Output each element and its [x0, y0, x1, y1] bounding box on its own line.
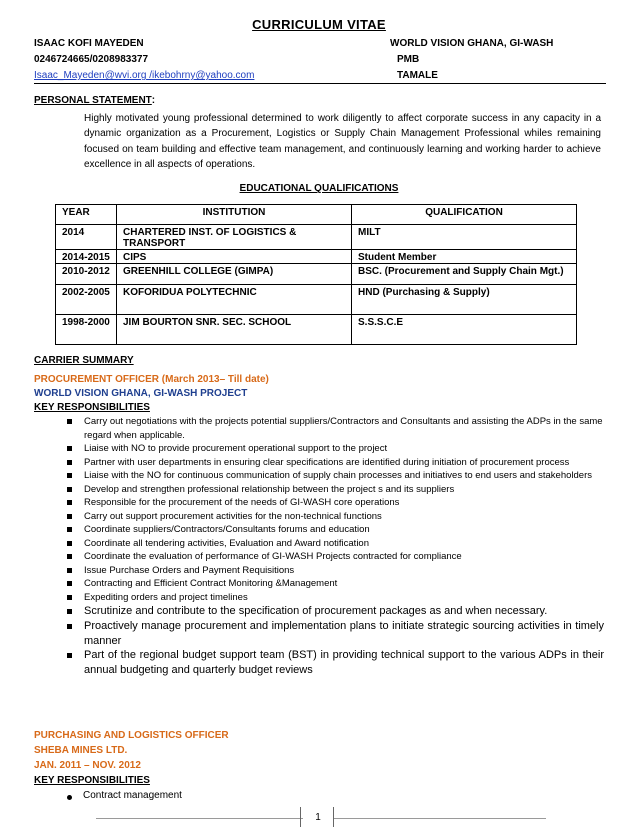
square-bullet-icon — [67, 554, 72, 559]
column-header-institution: INSTITUTION — [117, 205, 352, 225]
list-item-text: Coordinate suppliers/Contractors/Consultants forums and education — [84, 524, 370, 535]
phone-number: 0246724665/0208983377 — [34, 54, 149, 65]
page-number-bracket-right — [333, 807, 334, 827]
candidate-name: ISAAC KOFI MAYEDEN — [34, 38, 144, 49]
list-item-text: Develop and strengthen professional relationship between the project s and its suppliers — [84, 483, 455, 495]
list-item — [64, 564, 604, 578]
list-item — [64, 577, 604, 591]
list-item-text: Proactively manage procurement and implementation plans to initiate strategic sourcing activities in timely manner — [84, 619, 604, 647]
job2-title: PURCHASING AND LOGISTICS OFFICER — [34, 730, 229, 741]
document-title: CURRICULUM VITAE — [252, 17, 386, 32]
column-header-year: YEAR — [56, 205, 117, 225]
list-item-text: Coordinate all tendering activities, Evaluation and Award notification — [84, 537, 369, 549]
square-bullet-icon — [67, 653, 72, 658]
city: TAMALE — [397, 70, 438, 81]
list-item — [64, 496, 604, 510]
list-item — [64, 523, 604, 537]
square-bullet-icon — [67, 568, 72, 573]
cell-institution: KOFORIDUA POLYTECHNIC — [117, 285, 352, 315]
job2-responsibilities-heading: KEY RESPONSIBILITIES — [34, 775, 150, 786]
cell-institution: CIPS — [117, 250, 352, 264]
list-item — [64, 537, 604, 551]
career-summary-heading: CARRIER SUMMARY — [34, 355, 134, 366]
page-number: 1 — [303, 812, 333, 823]
cell-institution: CHARTERED INST. OF LOGISTICS & TRANSPORT — [117, 225, 352, 250]
contact-block-left — [34, 36, 254, 84]
list-item — [64, 510, 604, 524]
table-row — [56, 285, 577, 315]
cell-year: 2014-2015 — [56, 250, 117, 264]
heading-colon: : — [151, 95, 156, 106]
postal-box: PMB — [397, 54, 420, 65]
email-link-personal[interactable]: ikebohrny@yahoo.com — [152, 70, 255, 81]
job2-dates: JAN. 2011 – NOV. 2012 — [34, 760, 141, 771]
list-item — [64, 483, 604, 497]
list-item — [64, 591, 604, 605]
square-bullet-icon — [67, 527, 72, 532]
column-header-qualification: QUALIFICATION — [352, 205, 577, 225]
list-item — [64, 456, 604, 470]
email-line — [34, 68, 254, 84]
table-row — [56, 250, 577, 264]
square-bullet-icon — [67, 487, 72, 492]
job1-responsibilities-list — [64, 415, 604, 678]
list-item-text: Responsible for the procurement of the needs of GI-WASH core operations — [84, 497, 400, 508]
square-bullet-icon — [67, 473, 72, 478]
cell-qualification: MILT — [352, 225, 577, 250]
list-item-text: Liaise with the NO for continuous communication of supply chain processes and initiatives to end users and stakeholders — [84, 470, 592, 481]
email-separator: / — [146, 70, 152, 81]
cell-year: 2010-2012 — [56, 264, 117, 285]
cell-institution: JIM BOURTON SNR. SEC. SCHOOL — [117, 315, 352, 345]
table-row — [56, 315, 577, 345]
list-item — [64, 648, 604, 678]
square-bullet-icon — [67, 514, 72, 519]
job1-title: PROCUREMENT OFFICER (March 2013– Till date) — [34, 374, 269, 385]
list-item — [64, 550, 604, 564]
list-item-text: Contracting and Efficient Contract Monitoring &Management — [84, 578, 338, 589]
job2-responsibility-item: Contract management — [83, 790, 182, 801]
square-bullet-icon — [67, 581, 72, 586]
personal-statement-heading — [34, 95, 155, 106]
page-number-bracket-left — [300, 807, 301, 827]
square-bullet-icon — [67, 624, 72, 629]
table-row — [56, 264, 577, 285]
list-item-text: Part of the regional budget support team (BST) in providing technical support to the various ADPs in their annual budgeting and quarterly budget reviews — [84, 649, 604, 677]
cell-institution: GREENHILL COLLEGE (GIMPA) — [117, 264, 352, 285]
square-bullet-icon — [67, 446, 72, 451]
cell-qualification: Student Member — [352, 250, 577, 264]
list-item-text: Coordinate the evaluation of performance of GI-WASH Projects contracted for compliance — [84, 551, 462, 562]
square-bullet-icon — [67, 500, 72, 505]
personal-statement-heading-text: PERSONAL STATEMENT — [34, 95, 152, 106]
job1-responsibilities-heading: KEY RESPONSIBILITIES — [34, 402, 150, 413]
list-item-text: Carry out support procurement activities for the non-technical functions — [84, 510, 382, 522]
round-bullet-icon — [67, 795, 72, 800]
header-divider — [34, 83, 606, 84]
list-item-text: Liaise with NO to provide procurement operational support to the project — [84, 443, 388, 454]
cell-qualification: HND (Purchasing & Supply) — [352, 285, 577, 315]
cell-year: 2002-2005 — [56, 285, 117, 315]
cell-year: 1998-2000 — [56, 315, 117, 345]
list-item-text: Issue Purchase Orders and Payment Requisitions — [84, 564, 295, 576]
cell-qualification: S.S.S.C.E — [352, 315, 577, 345]
personal-statement-text: Highly motivated young professional determined to work diligently to affect corporate success in any capacity in a dynamic organization as a Procurement, Logistics or Supply Chain Management Professional whiles remaining focused on team building and effective team management, and continuously learning and working harder to achieve excellence in all aspects of operations. — [84, 113, 601, 171]
organization: WORLD VISION GHANA, GI-WASH — [390, 38, 554, 49]
contact-block-right — [390, 36, 553, 84]
list-item — [64, 619, 604, 649]
list-item — [64, 415, 604, 442]
list-item-text: Expediting orders and project timelines — [84, 591, 248, 603]
square-bullet-icon — [67, 460, 72, 465]
list-item — [64, 469, 604, 483]
cell-year: 2014 — [56, 225, 117, 250]
list-item — [64, 442, 604, 456]
table-row — [56, 225, 577, 250]
square-bullet-icon — [67, 541, 72, 546]
job2-organization: SHEBA MINES LTD. — [34, 745, 128, 756]
list-item-text: Carry out negotiations with the projects potential suppliers/Contractors and Consultants and assisting the ADPs in the same regard when applicable. — [84, 416, 603, 441]
list-item — [64, 604, 604, 619]
education-heading: EDUCATIONAL QUALIFICATIONS — [239, 183, 399, 194]
list-item-text: Scrutinize and contribute to the specification of procurement packages as and when necessary. — [84, 605, 548, 617]
education-table — [55, 204, 577, 345]
job1-organization: WORLD VISION GHANA, GI-WASH PROJECT — [34, 388, 248, 399]
square-bullet-icon — [67, 419, 72, 424]
square-bullet-icon — [67, 609, 72, 614]
table-header-row — [56, 205, 577, 225]
email-link-work[interactable]: Isaac_Mayeden@wvi.org — [34, 70, 147, 81]
square-bullet-icon — [67, 595, 72, 600]
list-item-text: Partner with user departments in ensuring clear specifications are identified during initiation of procurement process — [84, 456, 570, 468]
cell-qualification: BSC. (Procurement and Supply Chain Mgt.) — [352, 264, 577, 285]
